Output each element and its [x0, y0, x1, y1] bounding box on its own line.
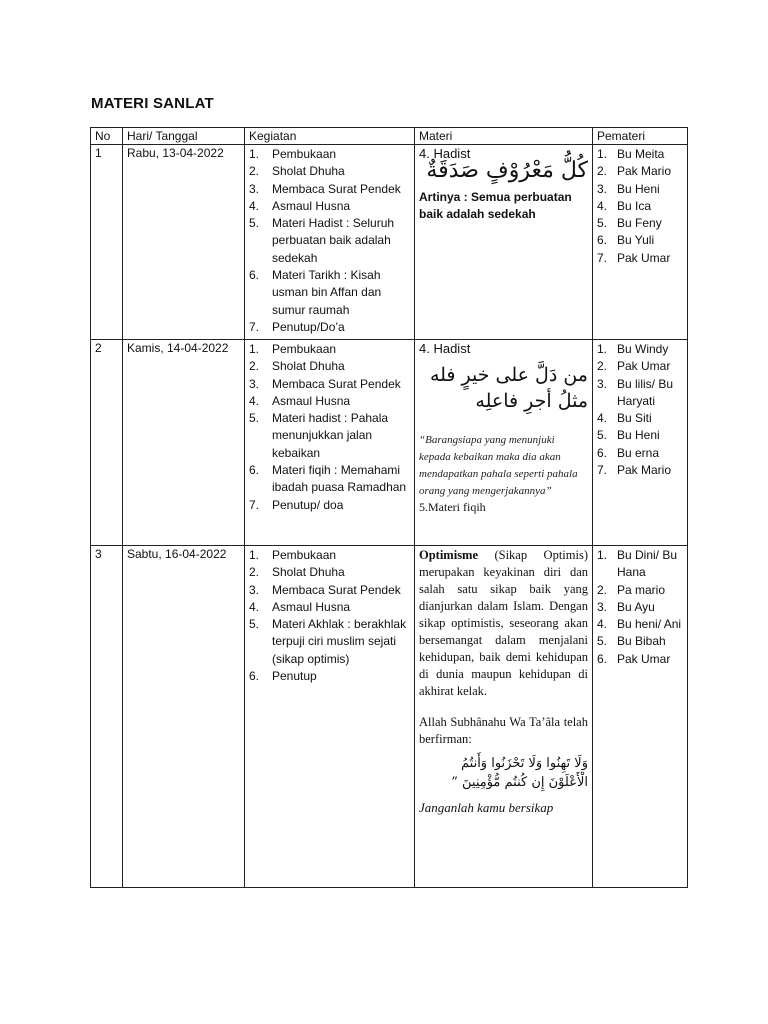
list-item [249, 668, 410, 685]
arabic-verse: وَلَا تَهِنُوا وَلَا تَحْزَنُوا وَأَنتُمُ الْأَعْلَوْنَ إِن كُنتُم مُّؤْمِنِينَ ” [451, 756, 588, 790]
list-text: Materi hadist : Pahala menunjukkan jalan kebaikan [272, 411, 389, 460]
list-number: 6. [597, 445, 608, 460]
list-text: Bu erna [617, 445, 660, 460]
list-text: Bu Windy [617, 342, 669, 356]
list-text: Bu Feny [617, 216, 662, 231]
list-number: 2. [249, 565, 260, 580]
list-text: Membaca Surat Pendek [272, 181, 401, 196]
list-text: Membaca Surat Pendek [272, 582, 401, 597]
list-number: 5. [597, 428, 608, 443]
list-number: 3. [249, 582, 260, 597]
list-item [249, 267, 410, 319]
arabic-hadith: كُلُّ مَعْرُوْفٍ صَدَقَةٌ [426, 158, 588, 183]
list-text: Sholat Dhuha [272, 565, 345, 580]
list-item [597, 215, 683, 232]
list-number: 6. [597, 233, 608, 248]
list-item [597, 250, 683, 267]
list-text: Pak Mario [617, 164, 672, 179]
list-item [597, 181, 683, 198]
list-text: Penutup/ doa [272, 497, 344, 512]
materi-translation: Artinya : Semua perbuatan baik adalah sedekah [419, 190, 572, 221]
list-number: 3. [597, 181, 608, 196]
list-number: 4. [597, 617, 608, 632]
list-item [597, 358, 683, 375]
list-number: 3. [249, 376, 260, 391]
materi-quote-intro: Allah Subhânahu Wa Ta’âla telah berfirman: [419, 715, 588, 746]
list-number: 1. [597, 548, 608, 562]
list-number: 5. [249, 617, 260, 632]
list-item [249, 341, 410, 358]
materi-lead: Optimisme [419, 548, 479, 562]
kegiatan-list [249, 341, 410, 514]
list-text: Bu Yuli [617, 233, 655, 248]
cell-kegiatan [245, 340, 415, 546]
pemateri-list [597, 341, 683, 479]
header-no: No [91, 128, 123, 145]
list-item [597, 633, 683, 650]
list-text: Sholat Dhuha [272, 164, 345, 179]
cell-pemateri [593, 546, 688, 888]
list-number: 5. [249, 216, 260, 231]
list-number: 4. [249, 599, 260, 614]
list-text: Bu Dini/ Bu Hana [617, 548, 678, 580]
list-text: Bu Ica [617, 198, 652, 213]
page-title: MATERI SANLAT [91, 95, 214, 112]
list-number: 3. [249, 181, 260, 196]
list-item [597, 547, 683, 582]
list-number: 5. [249, 411, 260, 426]
cell-no: 1 [91, 145, 123, 340]
list-text: Bu Siti [617, 411, 652, 426]
kegiatan-list [249, 547, 410, 685]
list-item [597, 198, 683, 215]
list-text: Pembukaan [272, 147, 337, 161]
list-number: 3. [597, 376, 608, 391]
list-item [249, 163, 410, 180]
cell-pemateri [593, 340, 688, 546]
materi-quote: “Barangsiapa yang menunjuki kepada kebaikan maka dia akan mendapatkan pahala seperti pahala orang yang mengerjakannya” [419, 434, 578, 497]
schedule-table [90, 127, 688, 888]
list-text: Materi Tarikh : Kisah usman bin Affan dan sumur raumah [272, 268, 382, 317]
cell-hari: Sabtu, 16-04-2022 [123, 546, 245, 888]
list-item [249, 146, 410, 163]
list-text: Bu Ayu [617, 599, 655, 614]
materi-extra: 5.Materi fiqih [419, 500, 486, 514]
table-row [91, 546, 688, 888]
kegiatan-list [249, 146, 410, 336]
list-item [597, 410, 683, 427]
cell-materi [415, 340, 593, 546]
list-text: Sholat Dhuha [272, 359, 345, 374]
cell-pemateri [593, 145, 688, 340]
list-number: 2. [249, 359, 260, 374]
list-text: Bu lilis/ Bu Haryati [617, 376, 674, 408]
list-item [249, 319, 410, 336]
list-item [249, 599, 410, 616]
list-number: 6. [249, 669, 260, 684]
materi-heading: 4. Hadist [419, 146, 471, 161]
list-item [249, 410, 410, 462]
list-item [597, 341, 683, 358]
cell-hari: Kamis, 14-04-2022 [123, 340, 245, 546]
list-text: Pak Umar [617, 359, 671, 374]
list-item [597, 376, 683, 411]
list-text: Materi Hadist : Seluruh perbuatan baik adalah sedekah [272, 216, 395, 265]
list-text: Pa mario [617, 582, 666, 597]
arabic-hadith: من دَلَّ على خيرٍ فله مثلُ أجرِ فاعلِه [429, 364, 588, 412]
cell-materi [415, 546, 593, 888]
list-text: Penutup/Do’a [272, 319, 345, 334]
list-item [249, 198, 410, 215]
list-number: 5. [597, 634, 608, 649]
list-item [249, 582, 410, 599]
materi-translation: Janganlah kamu bersikap [419, 800, 554, 815]
list-text: Materi fiqih : Memahami ibadah puasa Ramadhan [272, 463, 407, 495]
list-text: Bu heni/ Ani [617, 617, 682, 632]
list-item [597, 582, 683, 599]
list-number: 7. [597, 250, 608, 265]
header-materi: Materi [415, 128, 593, 145]
list-number: 4. [597, 411, 608, 426]
list-number: 1. [249, 147, 260, 161]
list-number: 2. [597, 582, 608, 597]
list-number: 6. [249, 268, 260, 283]
list-number: 1. [249, 342, 260, 356]
pemateri-list [597, 547, 683, 668]
header-row [91, 128, 688, 145]
list-text: Bu Heni [617, 428, 660, 443]
list-item [249, 358, 410, 375]
list-text: Bu Heni [617, 181, 660, 196]
materi-body: (Sikap Optimis) merupakan keyakinan diri dan salah satu sikap baik yang dianjurkan dalam Islam. Dengan sikap optimistis, seseorang akan bersemangat dalam menjalani kehidupan, baik demi kehidupan di dunia maupun kehidupan di akhirat kelak. [419, 548, 588, 698]
list-text: Pembukaan [272, 342, 337, 356]
list-number: 5. [597, 216, 608, 231]
cell-no: 2 [91, 340, 123, 546]
header-pemateri: Pemateri [593, 128, 688, 145]
list-item [597, 146, 683, 163]
list-number: 4. [249, 393, 260, 408]
materi-paragraph [419, 547, 588, 700]
list-number: 1. [597, 147, 608, 161]
list-text: Membaca Surat Pendek [272, 376, 401, 391]
header-kegiatan: Kegiatan [245, 128, 415, 145]
list-text: Pak Umar [617, 250, 671, 265]
list-item [249, 376, 410, 393]
list-item [249, 181, 410, 198]
table-row [91, 340, 688, 546]
list-item [597, 163, 683, 180]
cell-no: 3 [91, 546, 123, 888]
list-text: Bu Meita [617, 147, 665, 161]
list-item [249, 564, 410, 581]
table-row [91, 145, 688, 340]
list-number: 6. [597, 651, 608, 666]
list-item [597, 445, 683, 462]
list-item [597, 232, 683, 249]
list-item [597, 427, 683, 444]
list-text: Penutup [272, 669, 317, 684]
list-item [249, 215, 410, 267]
cell-materi [415, 145, 593, 340]
list-item [597, 462, 683, 479]
materi-heading: 4. Hadist [419, 341, 471, 356]
list-number: 3. [597, 599, 608, 614]
list-item [597, 616, 683, 633]
list-text: Pak Mario [617, 463, 672, 478]
cell-kegiatan [245, 546, 415, 888]
list-item [597, 651, 683, 668]
list-number: 2. [249, 164, 260, 179]
header-hari: Hari/ Tanggal [123, 128, 245, 145]
list-text: Asmaul Husna [272, 198, 351, 213]
list-number: 2. [597, 359, 608, 374]
list-item [249, 497, 410, 514]
list-item [249, 547, 410, 564]
list-number: 7. [249, 319, 260, 334]
cell-hari: Rabu, 13-04-2022 [123, 145, 245, 340]
list-number: 1. [597, 342, 608, 356]
list-item [249, 462, 410, 497]
list-text: Asmaul Husna [272, 599, 351, 614]
list-number: 2. [597, 164, 608, 179]
list-number: 4. [249, 198, 260, 213]
list-item [249, 393, 410, 410]
list-number: 4. [597, 198, 608, 213]
list-number: 7. [249, 497, 260, 512]
list-number: 1. [249, 548, 260, 562]
list-number: 6. [249, 463, 260, 478]
cell-kegiatan [245, 145, 415, 340]
list-text: Pak Umar [617, 651, 671, 666]
pemateri-list [597, 146, 683, 267]
list-item [249, 616, 410, 668]
list-text: Asmaul Husna [272, 393, 351, 408]
list-number: 7. [597, 463, 608, 478]
list-text: Pembukaan [272, 548, 337, 562]
list-text: Bu Bibah [617, 634, 666, 649]
list-text: Materi Akhlak : berakhlak terpuji ciri muslim sejati (sikap optimis) [272, 617, 407, 666]
list-item [597, 599, 683, 616]
